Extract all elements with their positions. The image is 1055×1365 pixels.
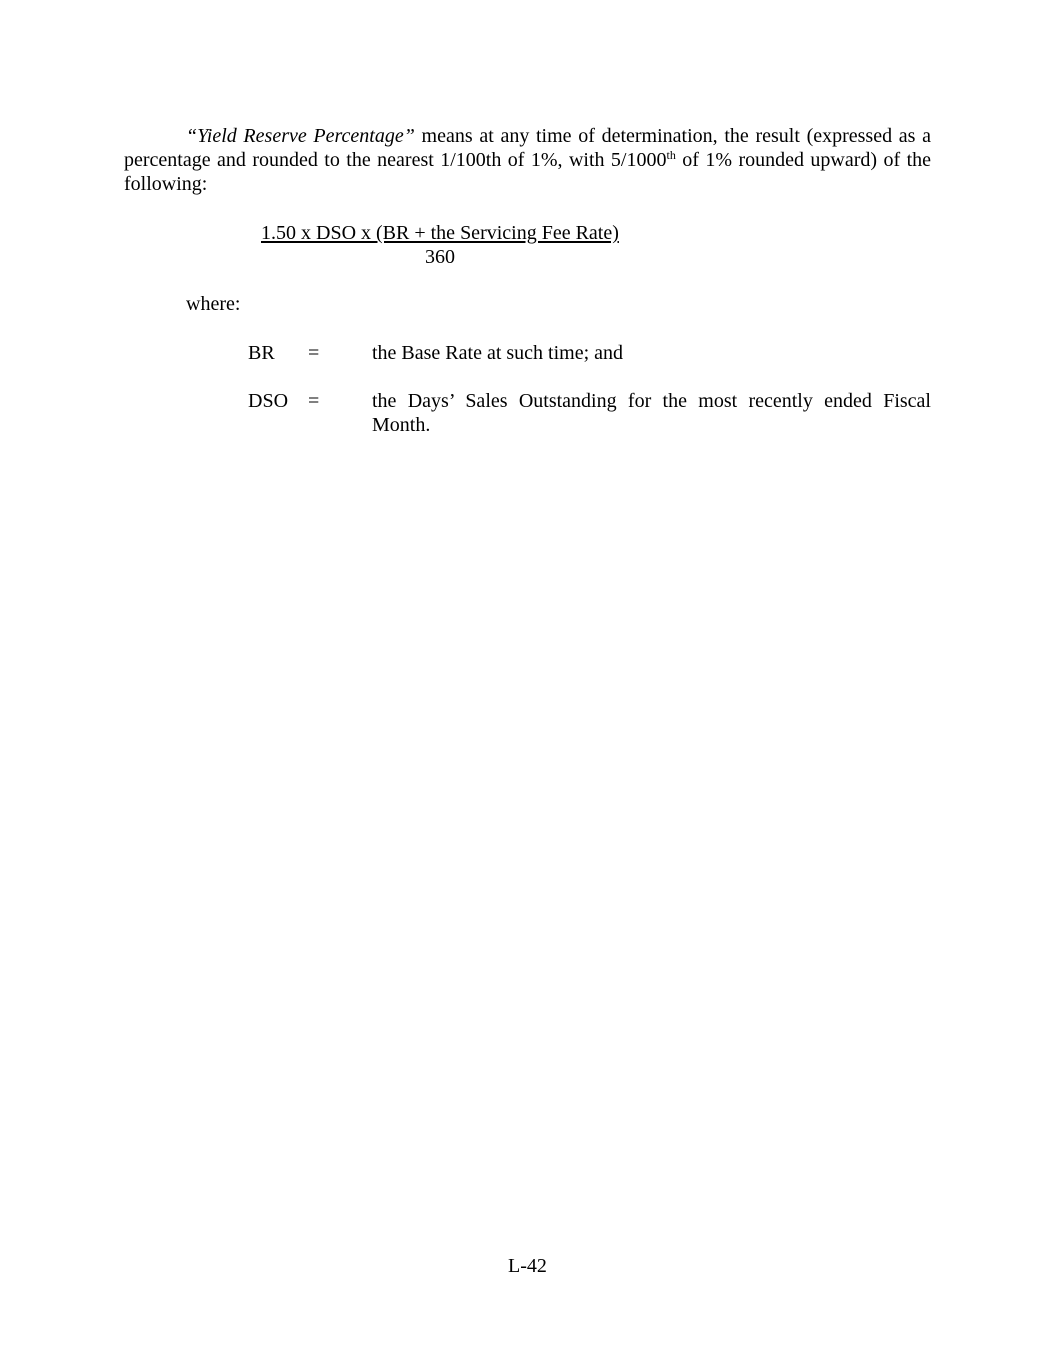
definition-equals: = <box>308 390 320 412</box>
defined-term: “Yield Reserve Percentage” <box>186 125 415 147</box>
page-number: L-42 <box>508 1255 547 1277</box>
formula-numerator: 1.50 x DSO x (BR + the Servicing Fee Rate) <box>261 222 619 244</box>
formula <box>261 221 619 269</box>
definition-description: the Days’ Sales Outstanding for the most recently ended Fiscal Month. <box>372 390 931 436</box>
definition-symbol: DSO <box>248 390 289 412</box>
superscript-th: th <box>666 148 676 162</box>
paragraph-text-end: of 1% rounded upward) of the following: <box>124 149 931 195</box>
definition-paragraph <box>124 124 931 196</box>
definition-description: the Base Rate at such time; and <box>372 342 624 364</box>
definition-symbol: BR <box>248 342 275 364</box>
paragraph-text: means at any time of determination, the result (expressed as a percentage and rounded to the nearest 1/100th of 1%, with 5/1000 <box>124 125 931 171</box>
formula-denominator: 360 <box>424 246 455 268</box>
definition-equals: = <box>308 342 320 364</box>
where-label: where: <box>186 293 241 315</box>
